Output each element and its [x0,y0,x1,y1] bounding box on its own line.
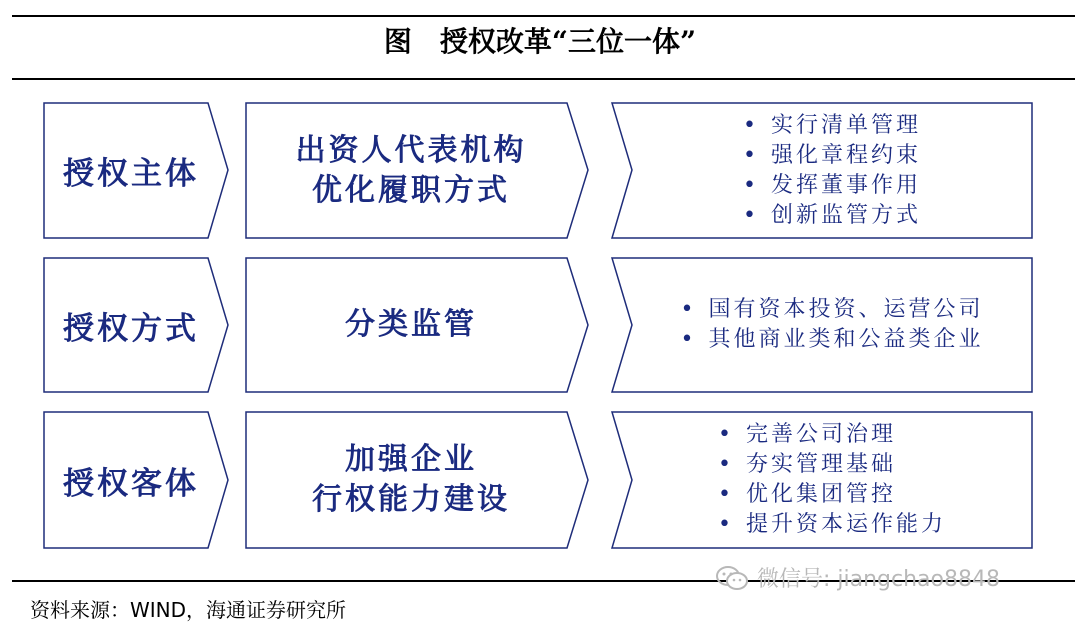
row-3-middle-line-1: 加强企业 [345,442,477,477]
watermark-text: 微信号: jiangchao8848 [757,567,1000,592]
watermark [715,562,1000,593]
row-2-middle [246,258,576,392]
row-1-middle [246,103,576,238]
list-item: • 实行清单管理 [743,111,921,141]
row-3-middle-line-2: 行权能力建设 [312,482,510,517]
list-item: • 强化章程约束 [743,141,921,171]
list-item: • 发挥董事作用 [743,171,921,201]
source-note: 资料来源：WIND，海通证券研究所 [30,598,347,622]
list-item: • 优化集团管控 [718,480,946,510]
row-3-list [632,412,1032,548]
row-1-middle-line-1: 出资人代表机构 [295,132,527,168]
list-item: • 国有资本投资、运营公司 [681,295,984,325]
list-item: • 夯实管理基础 [718,450,946,480]
bullet-icon: • [743,112,759,138]
list-item: • 其他商业类和公益类企业 [681,325,984,355]
bullet-icon: • [718,422,734,447]
row-3-label: 授权客体 [63,465,199,502]
row-2-label: 授权方式 [63,310,199,347]
bullet-icon: • [680,297,697,322]
figure-title: 图 授权改革“三位一体” [383,25,697,58]
bullet-icon: • [718,512,734,537]
wechat-icon [715,565,749,591]
bullet-icon: • [743,142,759,168]
list-item: • 提升资本运作能力 [718,510,946,540]
row-1-label: 授权主体 [63,156,199,192]
row-2-list [632,258,1032,392]
row-1-list [632,103,1032,238]
bullet-icon: • [743,172,759,198]
bullet-icon: • [743,202,759,228]
row-2-middle-line-1: 分类监管 [345,307,477,342]
row-3-middle [246,412,576,548]
row-1-middle-line-2: 优化履职方式 [312,172,510,208]
bullet-icon: • [680,327,697,352]
bullet-icon: • [718,482,734,507]
bullet-icon: • [718,452,734,477]
list-item: • 创新监管方式 [743,201,921,231]
list-item: • 完善公司治理 [718,420,946,450]
